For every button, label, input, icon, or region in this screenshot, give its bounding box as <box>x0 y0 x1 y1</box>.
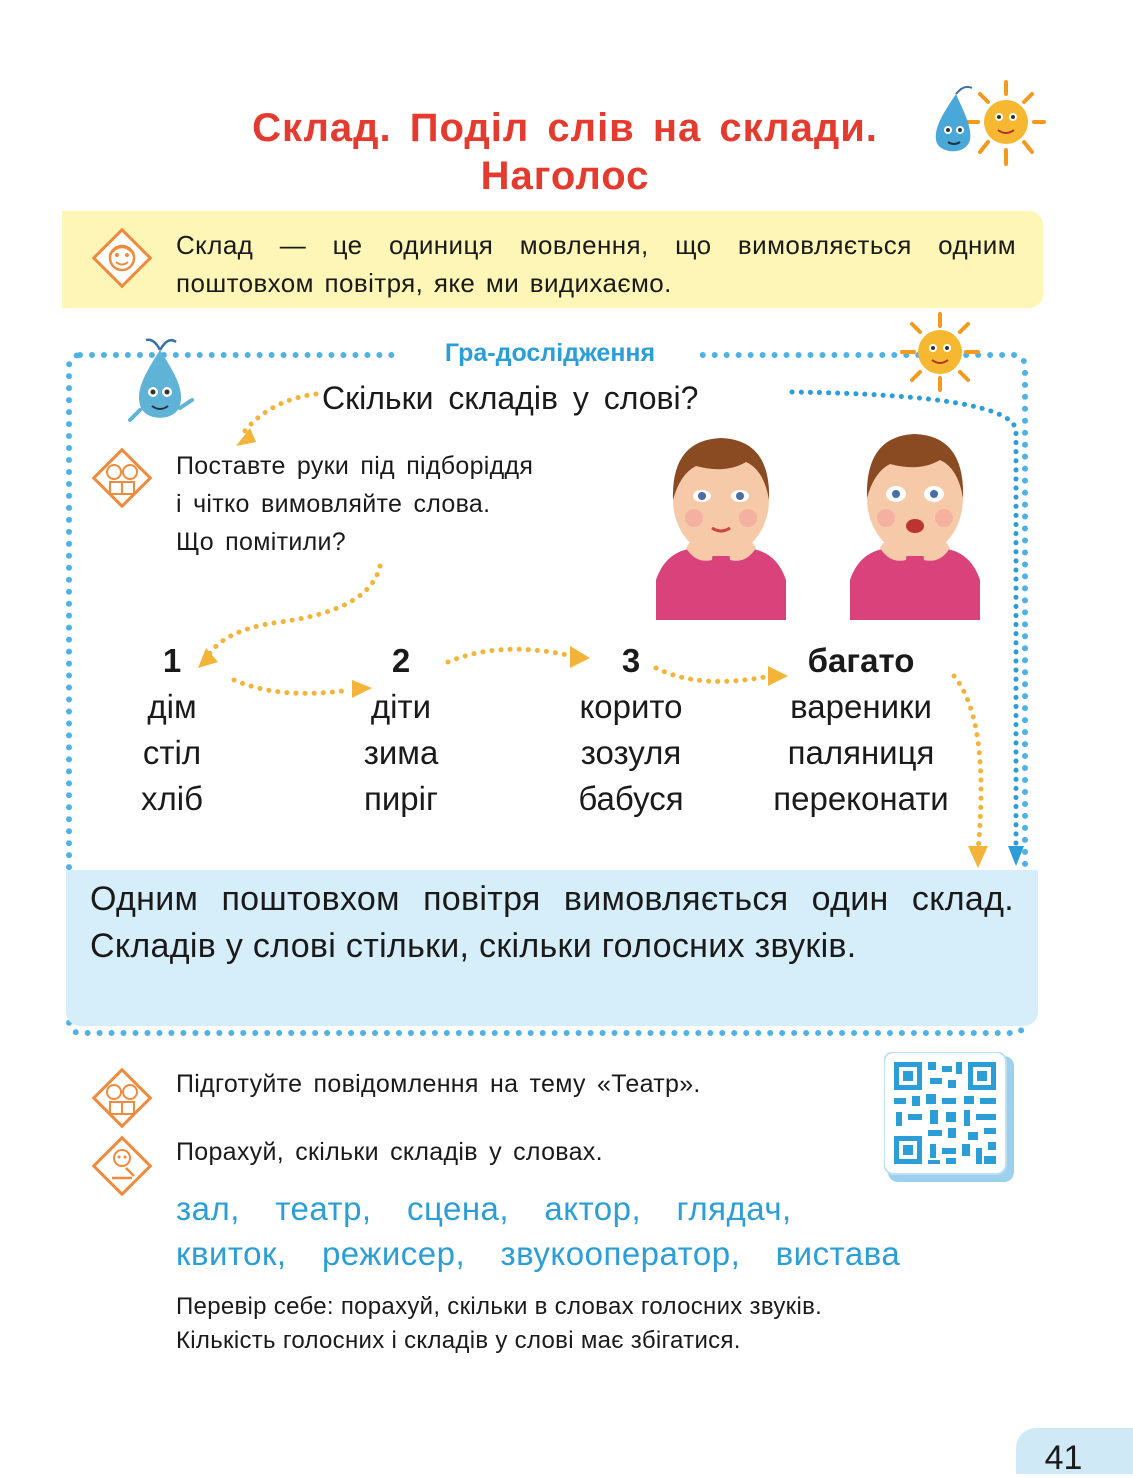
instruction-line-1: Поставте руки під підборіддя <box>176 452 534 480</box>
column-word: паляниця <box>787 734 935 771</box>
instruction-line-2: і чітко вимовляйте слова. <box>176 490 491 518</box>
column-word: зима <box>363 734 439 771</box>
child-illustration-closed-mouth <box>656 430 786 620</box>
column-word: діти <box>370 688 432 725</box>
self-check-line-2: Кількість голосних і складів у слові має збігатися. <box>176 1327 741 1354</box>
column-word: переконати <box>773 780 949 817</box>
word-list <box>176 1186 900 1276</box>
conclusion-text: Одним поштовхом повітря вимовляється один склад. Складів у слові стільки, скільки голосних звуків. <box>90 880 1014 965</box>
two-children-reading-icon <box>90 1066 154 1130</box>
column-word: пиріг <box>363 780 439 817</box>
column-header: 3 <box>621 642 641 679</box>
title-line-2: Наголос <box>480 154 650 198</box>
task-1-text: Підготуйте повідомлення на тему «Театр». <box>176 1070 701 1098</box>
page-number: 41 <box>1044 1439 1083 1477</box>
column-header: 2 <box>391 642 411 679</box>
definition-text: Склад — це одиниця мовлення, що вимовляється одним поштовхом повітря, яке ми видихаємо. <box>176 230 1016 298</box>
syllable-column-1 <box>57 638 287 822</box>
self-check-line-1: Перевір себе: порахуй, скільки в словах голосних звуків. <box>176 1293 823 1320</box>
column-word: вареники <box>790 688 932 725</box>
child-illustration-open-mouth <box>850 426 980 620</box>
word-list-line-1: зал, театр, сцена, актор, глядач, <box>176 1190 792 1227</box>
column-word: зозуля <box>580 734 682 771</box>
column-header: багато <box>807 642 915 679</box>
word-list-line-2: квиток, режисер, звукооператор, вистава <box>176 1235 901 1272</box>
column-word: бабуся <box>578 780 684 817</box>
self-check-text <box>176 1290 822 1358</box>
syllable-column-2 <box>286 638 516 822</box>
two-children-reading-icon <box>90 446 154 510</box>
column-word: стіл <box>142 734 202 771</box>
column-word: дім <box>147 688 197 725</box>
task-2-text: Порахуй, скільки складів у словах. <box>176 1138 603 1166</box>
game-label: Гра-дослідження <box>400 338 700 368</box>
game-instruction <box>176 447 533 561</box>
game-question: Скільки складів у слові? <box>322 380 699 416</box>
column-word: хліб <box>141 780 203 817</box>
qr-code-icon[interactable] <box>884 1052 1014 1182</box>
title-line-1: Склад. Поділ слів на склади. <box>252 106 878 150</box>
syllable-column-3 <box>516 638 746 822</box>
child-writing-icon <box>90 1134 154 1198</box>
column-header: 1 <box>162 642 182 679</box>
syllable-column-many <box>736 638 986 822</box>
instruction-line-3: Що помітили? <box>176 528 346 556</box>
column-word: корито <box>579 688 683 725</box>
